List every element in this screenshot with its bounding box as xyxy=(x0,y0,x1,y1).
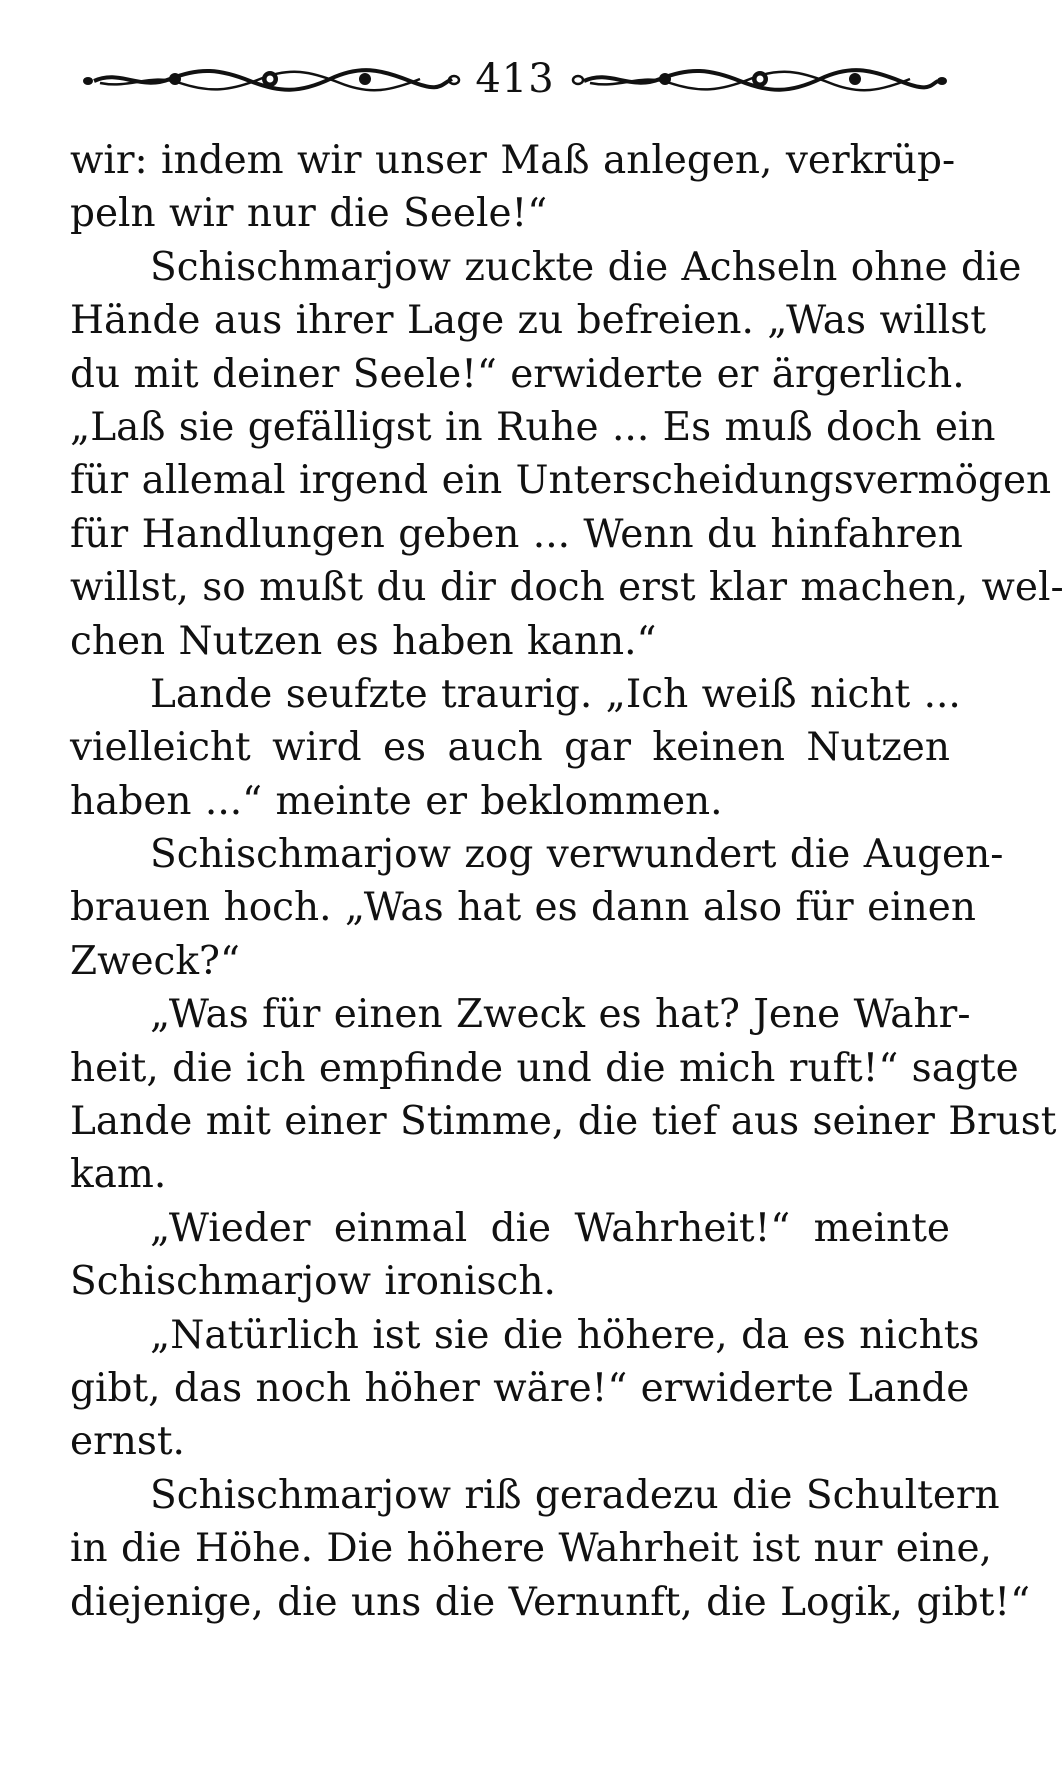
text-line: Schischmarjow riß geradezu die Schultern xyxy=(150,1472,1000,1518)
text-line: vielleicht wird es auch gar keinen Nutzen xyxy=(70,725,950,771)
text-line: peln wir nur die Seele!“ xyxy=(70,191,548,237)
text-line: „Wieder einmal die Wahrheit!“ meinte xyxy=(150,1205,950,1251)
text-line: brauen hoch. „Was hat es dann also für einen xyxy=(70,885,976,931)
text-line: chen Nutzen es haben kann.“ xyxy=(70,618,657,664)
text-line: Schischmarjow ironisch. xyxy=(70,1259,556,1305)
right-ornament-icon xyxy=(570,65,950,93)
text-line: heit, die ich empfinde und die mich ruft!“ sagte xyxy=(70,1045,1019,1091)
text-line: Schischmarjow zuckte die Achseln ohne die xyxy=(150,244,1022,290)
text-line: willst, so mußt du dir doch erst klar machen, wel- xyxy=(70,565,1064,611)
text-line: in die Höhe. Die höhere Wahrheit ist nur eine, xyxy=(70,1526,992,1572)
text-line: wir: indem wir unser Maß anlegen, verkrüp- xyxy=(70,138,956,183)
text-line: Hände aus ihrer Lage zu befreien. „Was willst xyxy=(70,298,986,344)
text-line: für allemal irgend ein Unterscheidungsvermögen xyxy=(70,458,1052,504)
text-line: „Was für einen Zweck es hat? Jene Wahr- xyxy=(150,992,971,1038)
page-header xyxy=(80,54,950,104)
text-line: kam. xyxy=(70,1152,167,1198)
text-line: Lande mit einer Stimme, die tief aus seiner Brust xyxy=(70,1099,1057,1145)
text-line: für Handlungen geben ... Wenn du hinfahren xyxy=(70,511,963,557)
text-line: Schischmarjow zog verwundert die Augen- xyxy=(150,832,1004,878)
left-ornament-icon xyxy=(80,65,460,93)
text-line: „Laß sie gefälligst in Ruhe ... Es muß doch ein xyxy=(70,404,996,450)
text-line: Lande seufzte traurig. „Ich weiß nicht ... xyxy=(150,671,961,717)
text-line: du mit deiner Seele!“ erwiderte er ärgerlich. xyxy=(70,351,965,397)
text-line: „Natürlich ist sie die höhere, da es nichts xyxy=(150,1312,980,1358)
text-line: haben ...“ meinte er beklommen. xyxy=(70,778,723,824)
text-line: diejenige, die uns die Vernunft, die Logik, gibt!“ xyxy=(70,1579,1031,1625)
body-text xyxy=(70,134,1064,1629)
text-line: Zweck?“ xyxy=(70,938,240,984)
text-line: gibt, das noch höher wäre!“ erwiderte Lande xyxy=(70,1365,970,1411)
text-line: ernst. xyxy=(70,1419,185,1465)
page-number: 413 xyxy=(475,56,555,102)
